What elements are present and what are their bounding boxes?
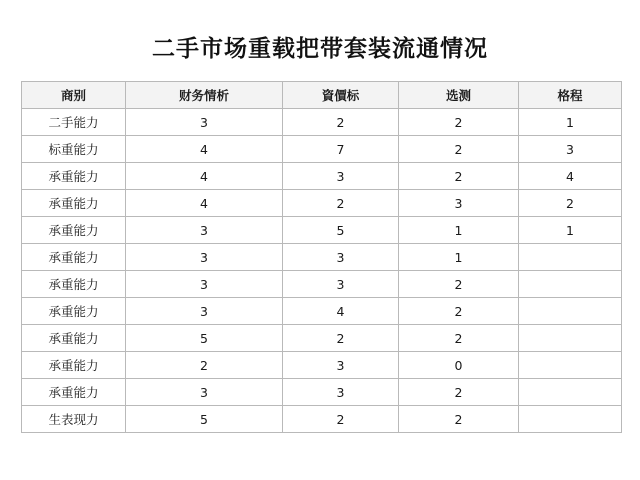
- table-cell: 4: [126, 190, 283, 217]
- table-row: [22, 271, 622, 298]
- table-cell: 3: [283, 271, 399, 298]
- column-header: 資價标: [283, 82, 399, 109]
- table-cell: 3: [283, 379, 399, 406]
- row-label-cell: 承重能力: [22, 244, 126, 271]
- table-row: [22, 298, 622, 325]
- table-cell: 3: [126, 298, 283, 325]
- table-cell: 2: [283, 406, 399, 433]
- table-cell: 1: [399, 244, 519, 271]
- column-header: 选测: [399, 82, 519, 109]
- column-header: 格程: [519, 82, 622, 109]
- table-cell: 2: [399, 163, 519, 190]
- table-cell: 5: [126, 406, 283, 433]
- row-label-cell: 承重能力: [22, 217, 126, 244]
- table-header-row: [22, 82, 622, 109]
- table-cell: 3: [126, 217, 283, 244]
- table-cell: 2: [399, 298, 519, 325]
- table-cell: [519, 325, 622, 352]
- table-cell: 1: [399, 217, 519, 244]
- column-header: 财务情析: [126, 82, 283, 109]
- table-cell: 2: [399, 379, 519, 406]
- row-label-cell: 承重能力: [22, 190, 126, 217]
- table-cell: [519, 298, 622, 325]
- table-cell: 2: [399, 109, 519, 136]
- table-cell: 2: [399, 325, 519, 352]
- table-cell: 3: [283, 163, 399, 190]
- table-cell: [519, 271, 622, 298]
- table-cell: 2: [399, 406, 519, 433]
- table-row: [22, 406, 622, 433]
- table-cell: 5: [283, 217, 399, 244]
- row-label-cell: 二手能力: [22, 109, 126, 136]
- table-cell: [519, 352, 622, 379]
- table-row: [22, 163, 622, 190]
- row-label-cell: 承重能力: [22, 271, 126, 298]
- table-cell: [519, 406, 622, 433]
- data-table: [21, 81, 622, 433]
- table-row: [22, 244, 622, 271]
- row-label-cell: 承重能力: [22, 163, 126, 190]
- row-label-cell: 生表现力: [22, 406, 126, 433]
- column-header: 商别: [22, 82, 126, 109]
- row-label-cell: 承重能力: [22, 325, 126, 352]
- table-cell: 1: [519, 109, 622, 136]
- table-cell: 3: [283, 244, 399, 271]
- table-cell: 2: [283, 109, 399, 136]
- table-cell: 3: [126, 379, 283, 406]
- table-cell: 2: [399, 136, 519, 163]
- table-row: [22, 379, 622, 406]
- table-row: [22, 325, 622, 352]
- table-cell: 3: [399, 190, 519, 217]
- table-cell: 2: [519, 190, 622, 217]
- table-cell: [519, 379, 622, 406]
- row-label-cell: 承重能力: [22, 379, 126, 406]
- row-label-cell: 承重能力: [22, 352, 126, 379]
- table-cell: 2: [283, 190, 399, 217]
- table-cell: 4: [126, 163, 283, 190]
- table-row: [22, 217, 622, 244]
- table-cell: 1: [519, 217, 622, 244]
- table-cell: 2: [283, 325, 399, 352]
- row-label-cell: 标重能力: [22, 136, 126, 163]
- table-cell: 4: [126, 136, 283, 163]
- table-row: [22, 352, 622, 379]
- table-cell: [519, 244, 622, 271]
- table-cell: 4: [283, 298, 399, 325]
- table-cell: 7: [283, 136, 399, 163]
- table-cell: 3: [126, 244, 283, 271]
- table-cell: 0: [399, 352, 519, 379]
- table-cell: 2: [126, 352, 283, 379]
- table-cell: 3: [283, 352, 399, 379]
- table-cell: 4: [519, 163, 622, 190]
- table-cell: 5: [126, 325, 283, 352]
- row-label-cell: 承重能力: [22, 298, 126, 325]
- table-row: [22, 190, 622, 217]
- table-cell: 3: [519, 136, 622, 163]
- page-title: 二手市场重载把带套装流通情况: [152, 36, 488, 62]
- table-cell: 3: [126, 109, 283, 136]
- table-cell: 3: [126, 271, 283, 298]
- table-row: [22, 109, 622, 136]
- table-cell: 2: [399, 271, 519, 298]
- table-row: [22, 136, 622, 163]
